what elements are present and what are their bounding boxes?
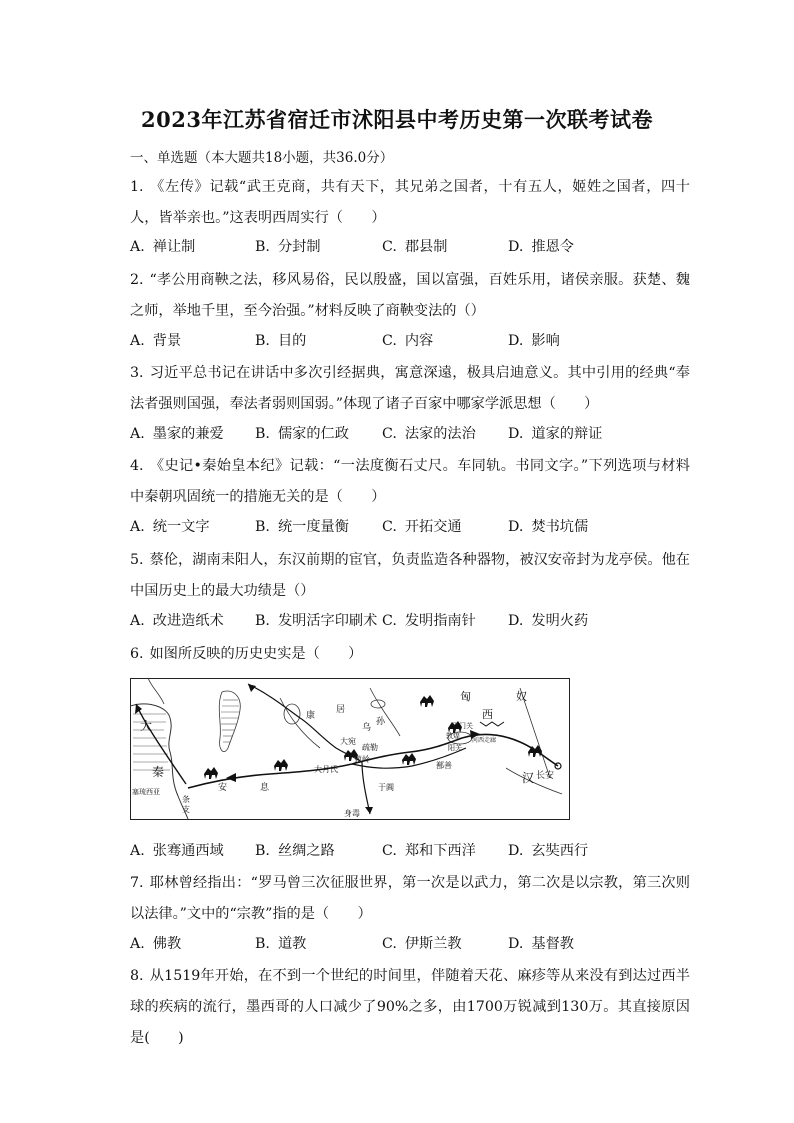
label-kang: 康 — [306, 711, 316, 721]
label-dunhuang: 敦煌 — [446, 732, 460, 740]
option-c[interactable]: C. 内容 — [382, 333, 434, 349]
question-text: 习近平总书记在讲话中多次引经据典，寓意深遠，极具启迪意义。其中引用的经典“奉法者强则国强，奉法者弱则国弱。”体现了诸子百家中哪家学派思想（ ） — [130, 365, 690, 412]
label-tiao: 条 — [182, 795, 190, 804]
option-d[interactable]: D. 焚书坑儒 — [508, 519, 589, 535]
label-yangguan: 阳关 — [448, 744, 462, 752]
label-ju: 居 — [336, 705, 346, 715]
label-xi2: 息 — [260, 783, 270, 793]
question-4 — [130, 451, 690, 513]
question-number: 8. — [130, 968, 144, 984]
label-wu: 乌 — [362, 723, 372, 733]
option-a[interactable]: A. 禅让制 — [130, 239, 196, 255]
question-5 — [130, 545, 690, 607]
map-frame — [131, 679, 570, 820]
question-number: 2. — [130, 272, 144, 288]
option-d[interactable]: D. 玄奘西行 — [508, 843, 589, 859]
question-5-options — [130, 610, 690, 632]
option-c[interactable]: C. 伊斯兰教 — [382, 936, 462, 952]
label-dayuan: 大宛 — [340, 737, 356, 746]
question-number: 5. — [130, 552, 144, 568]
map-svg — [130, 678, 570, 820]
question-7 — [130, 868, 690, 930]
option-a[interactable]: A. 张骞通西域 — [130, 843, 224, 859]
option-a[interactable]: A. 墨家的兼爱 — [130, 426, 224, 442]
option-b[interactable]: B. 目的 — [255, 333, 307, 349]
option-a[interactable]: A. 统一文字 — [130, 519, 210, 535]
option-c[interactable]: C. 开拓交通 — [382, 519, 462, 535]
label-shanshan: 鄯善 — [436, 761, 452, 770]
label-zhi: 支 — [182, 805, 190, 814]
option-c[interactable]: C. 发明指南针 — [382, 613, 476, 629]
question-text: 《左传》记载“武王克商，共有天下，其兄弟之国者，十有五人，姬姓之国者，四十人，皆举亲也。”这表明西周实行（ ） — [130, 179, 690, 226]
section-heading: 一、单选题（本大题共18小题，共36.0分） — [130, 150, 394, 166]
question-6 — [130, 639, 690, 670]
label-hexi: 河西走廊 — [472, 737, 497, 744]
question-number: 4. — [130, 458, 144, 474]
question-number: 6. — [130, 646, 144, 662]
label-da: 大 — [140, 719, 153, 733]
option-a[interactable]: A. 佛教 — [130, 936, 182, 952]
silk-road-map — [130, 678, 570, 820]
option-b[interactable]: B. 道教 — [255, 936, 307, 952]
label-shule: 疏勒 — [362, 743, 378, 752]
option-d[interactable]: D. 推恩令 — [508, 239, 574, 255]
label-an: 安 — [218, 783, 228, 793]
question-7-options — [130, 933, 690, 955]
label-qin: 秦 — [152, 765, 165, 779]
question-number: 7. — [130, 875, 144, 891]
label-seleucia: 塞琉西亚 — [132, 788, 160, 796]
label-han: 汉 — [522, 771, 535, 785]
label-yumenguan: 玉门关 — [452, 722, 473, 730]
label-shendu: 身毒 — [344, 809, 360, 818]
option-a[interactable]: A. 改进造纸术 — [130, 613, 224, 629]
question-3 — [130, 358, 690, 420]
option-b[interactable]: B. 发明活字印刷术 — [255, 613, 378, 629]
option-b[interactable]: B. 分封制 — [255, 239, 321, 255]
option-d[interactable]: D. 发明火药 — [508, 613, 589, 629]
option-b[interactable]: B. 统一度量衡 — [255, 519, 349, 535]
question-text: 耶林曾经指出：“罗马曾三次征服世界，第一次是以武力，第二次是以宗教，第三次则以法律。”文中的“宗教”指的是（ ） — [130, 875, 690, 922]
option-d[interactable]: D. 道家的辩证 — [508, 426, 603, 442]
option-b[interactable]: B. 儒家的仁政 — [255, 426, 349, 442]
question-text: 《史记•秦始皇本纪》记载：“一法度衡石丈尺。车同轨。书同文字。”下列选项与材料中秦朝巩固统一的措施无关的是（ ） — [130, 458, 690, 505]
question-1-options — [130, 236, 690, 258]
label-xiongnu1: 匈 — [460, 690, 471, 703]
label-dayuezhi: 大月氏 — [314, 765, 338, 774]
label-sun: 孙 — [376, 717, 386, 727]
label-xi: 西 — [482, 708, 493, 721]
option-a[interactable]: A. 背景 — [130, 333, 182, 349]
question-number: 3. — [130, 365, 144, 381]
question-4-options — [130, 516, 690, 538]
question-number: 1. — [130, 179, 144, 195]
option-d[interactable]: D. 影响 — [508, 333, 560, 349]
question-2 — [130, 265, 690, 327]
option-b[interactable]: B. 丝绸之路 — [255, 843, 335, 859]
question-6-options — [130, 840, 690, 862]
exam-title: 2023年江苏省宿迁市沭阳县中考历史第一次联考试卷 — [141, 107, 653, 132]
label-yutian: 于阗 — [378, 783, 394, 792]
option-c[interactable]: C. 法家的法治 — [382, 426, 476, 442]
label-xiongnu2: 奴 — [516, 690, 527, 703]
question-text: 从1519年开始，在不到一个世纪的时间里，伴随着天花、麻疹等从来没有到达过西半球的疾病的流行，墨西哥的人口减少了90%之多，由1700万锐减到130万。其直接原因是( ) — [130, 968, 690, 1046]
question-text: 如图所反映的历史史实是（ ） — [149, 646, 363, 662]
option-c[interactable]: C. 郑和下西洋 — [382, 843, 476, 859]
label-congling: 葱岭 — [354, 755, 370, 764]
question-2-options — [130, 330, 690, 352]
label-changan: 长安 — [536, 771, 555, 781]
option-c[interactable]: C. 郡县制 — [382, 239, 448, 255]
question-3-options — [130, 423, 690, 445]
question-text: “孝公用商鞅之法，移风易俗，民以殷盛，国以富强，百姓乐用，诸侯亲服。获楚、魏之师，举地千里，至今治强。”材料反映了商鞅变法的（） — [130, 272, 690, 319]
question-text: 蔡伦，湖南耒阳人，东汉前期的宦官，负责监造各种器物，被汉安帝封为龙亭侯。他在中国历史上的最大功绩是（） — [130, 552, 690, 599]
question-1 — [130, 172, 690, 234]
option-d[interactable]: D. 基督教 — [508, 936, 574, 952]
question-8 — [130, 961, 690, 1054]
